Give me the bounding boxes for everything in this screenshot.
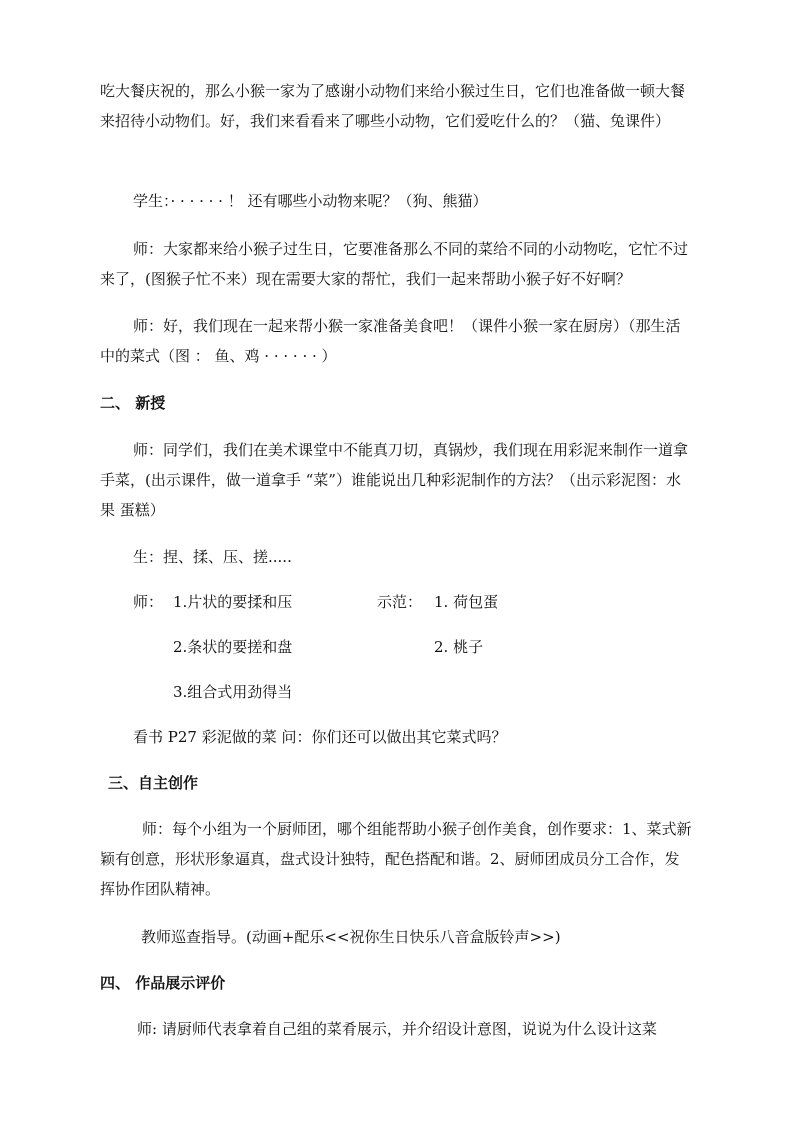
paragraph-teacher-help: 师：大家都来给小猴子过生日，它要准备那么不同的菜给不同的小动物吃，它忙不过来了，(图猴子忙不来）现在需要大家的帮忙，我们一起来帮助小猴子好不好啊？ [100,240,689,288]
method-item-3: 3.组合式用劲得当 [173,683,293,701]
section-heading-showcase: 四、 作品展示评价 [100,974,226,992]
method-item-1: 1.片状的要揉和压 [173,593,293,611]
section-heading-creation: 三、自主创作 [108,774,199,792]
paragraph-intro: 吃大餐庆祝的，那么小猴一家为了感谢小动物们来给小猴过生日，它们也准备做一顿大餐来招待小动物们。好，我们来看看来了哪些小动物，它们爱吃什么的？（猫、兔课件） [100,82,686,130]
paragraph-teacher-food: 师：好，我们现在一起来帮小猴一家准备美食吧！（课件小猴一家在厨房）（那生活中的菜式（图 ： 鱼、鸡 · · · · · · ） [100,317,681,365]
paragraph-showcase: 师: 请厨师代表拿着自己组的菜肴展示，并介绍设计意图，说说为什么设计这菜 [137,1020,657,1038]
paragraph-clay-methods-intro: 师：同学们，我们在美术课堂中不能真刀切，真锅炒，我们现在用彩泥来制作一道拿手菜，(出示课件，做一道拿手 “菜”）谁能说出几种彩泥制作的方法？（出示彩泥图：水果 蛋糕） [100,441,689,519]
demo-label: 示范： [377,593,423,611]
paragraph-teacher-guidance: 教师巡查指导。(动画+配乐<<祝你生日快乐八音盒版铃声>>) [141,928,561,946]
paragraph-student-answer: 学生：· · · · · · ！ 还有哪些小动物来呢？（狗、熊猫） [133,192,488,210]
paragraph-creation-requirements: 师：每个小组为一个厨师团，哪个组能帮助小猴子创作美食，创作要求：1、菜式新颖有创意，形状形象逼真，盘式设计独特，配色搭配和谐。2、厨师团成员分工合作，发挥协作团队精神。 [100,820,692,898]
method-teacher-label: 师： [133,593,164,611]
demo-item-2: 2. 桃子 [434,638,484,656]
method-item-2: 2.条状的要搓和盘 [173,638,293,656]
demo-item-1: 1. 荷包蛋 [434,593,499,611]
section-heading-new-lesson: 二、 新授 [100,394,166,412]
paragraph-book-reference: 看书 P27 彩泥做的菜 问：你们还可以做出其它菜式吗？ [133,728,507,746]
paragraph-student-methods: 生：捏、揉、压、搓..... [133,548,292,566]
